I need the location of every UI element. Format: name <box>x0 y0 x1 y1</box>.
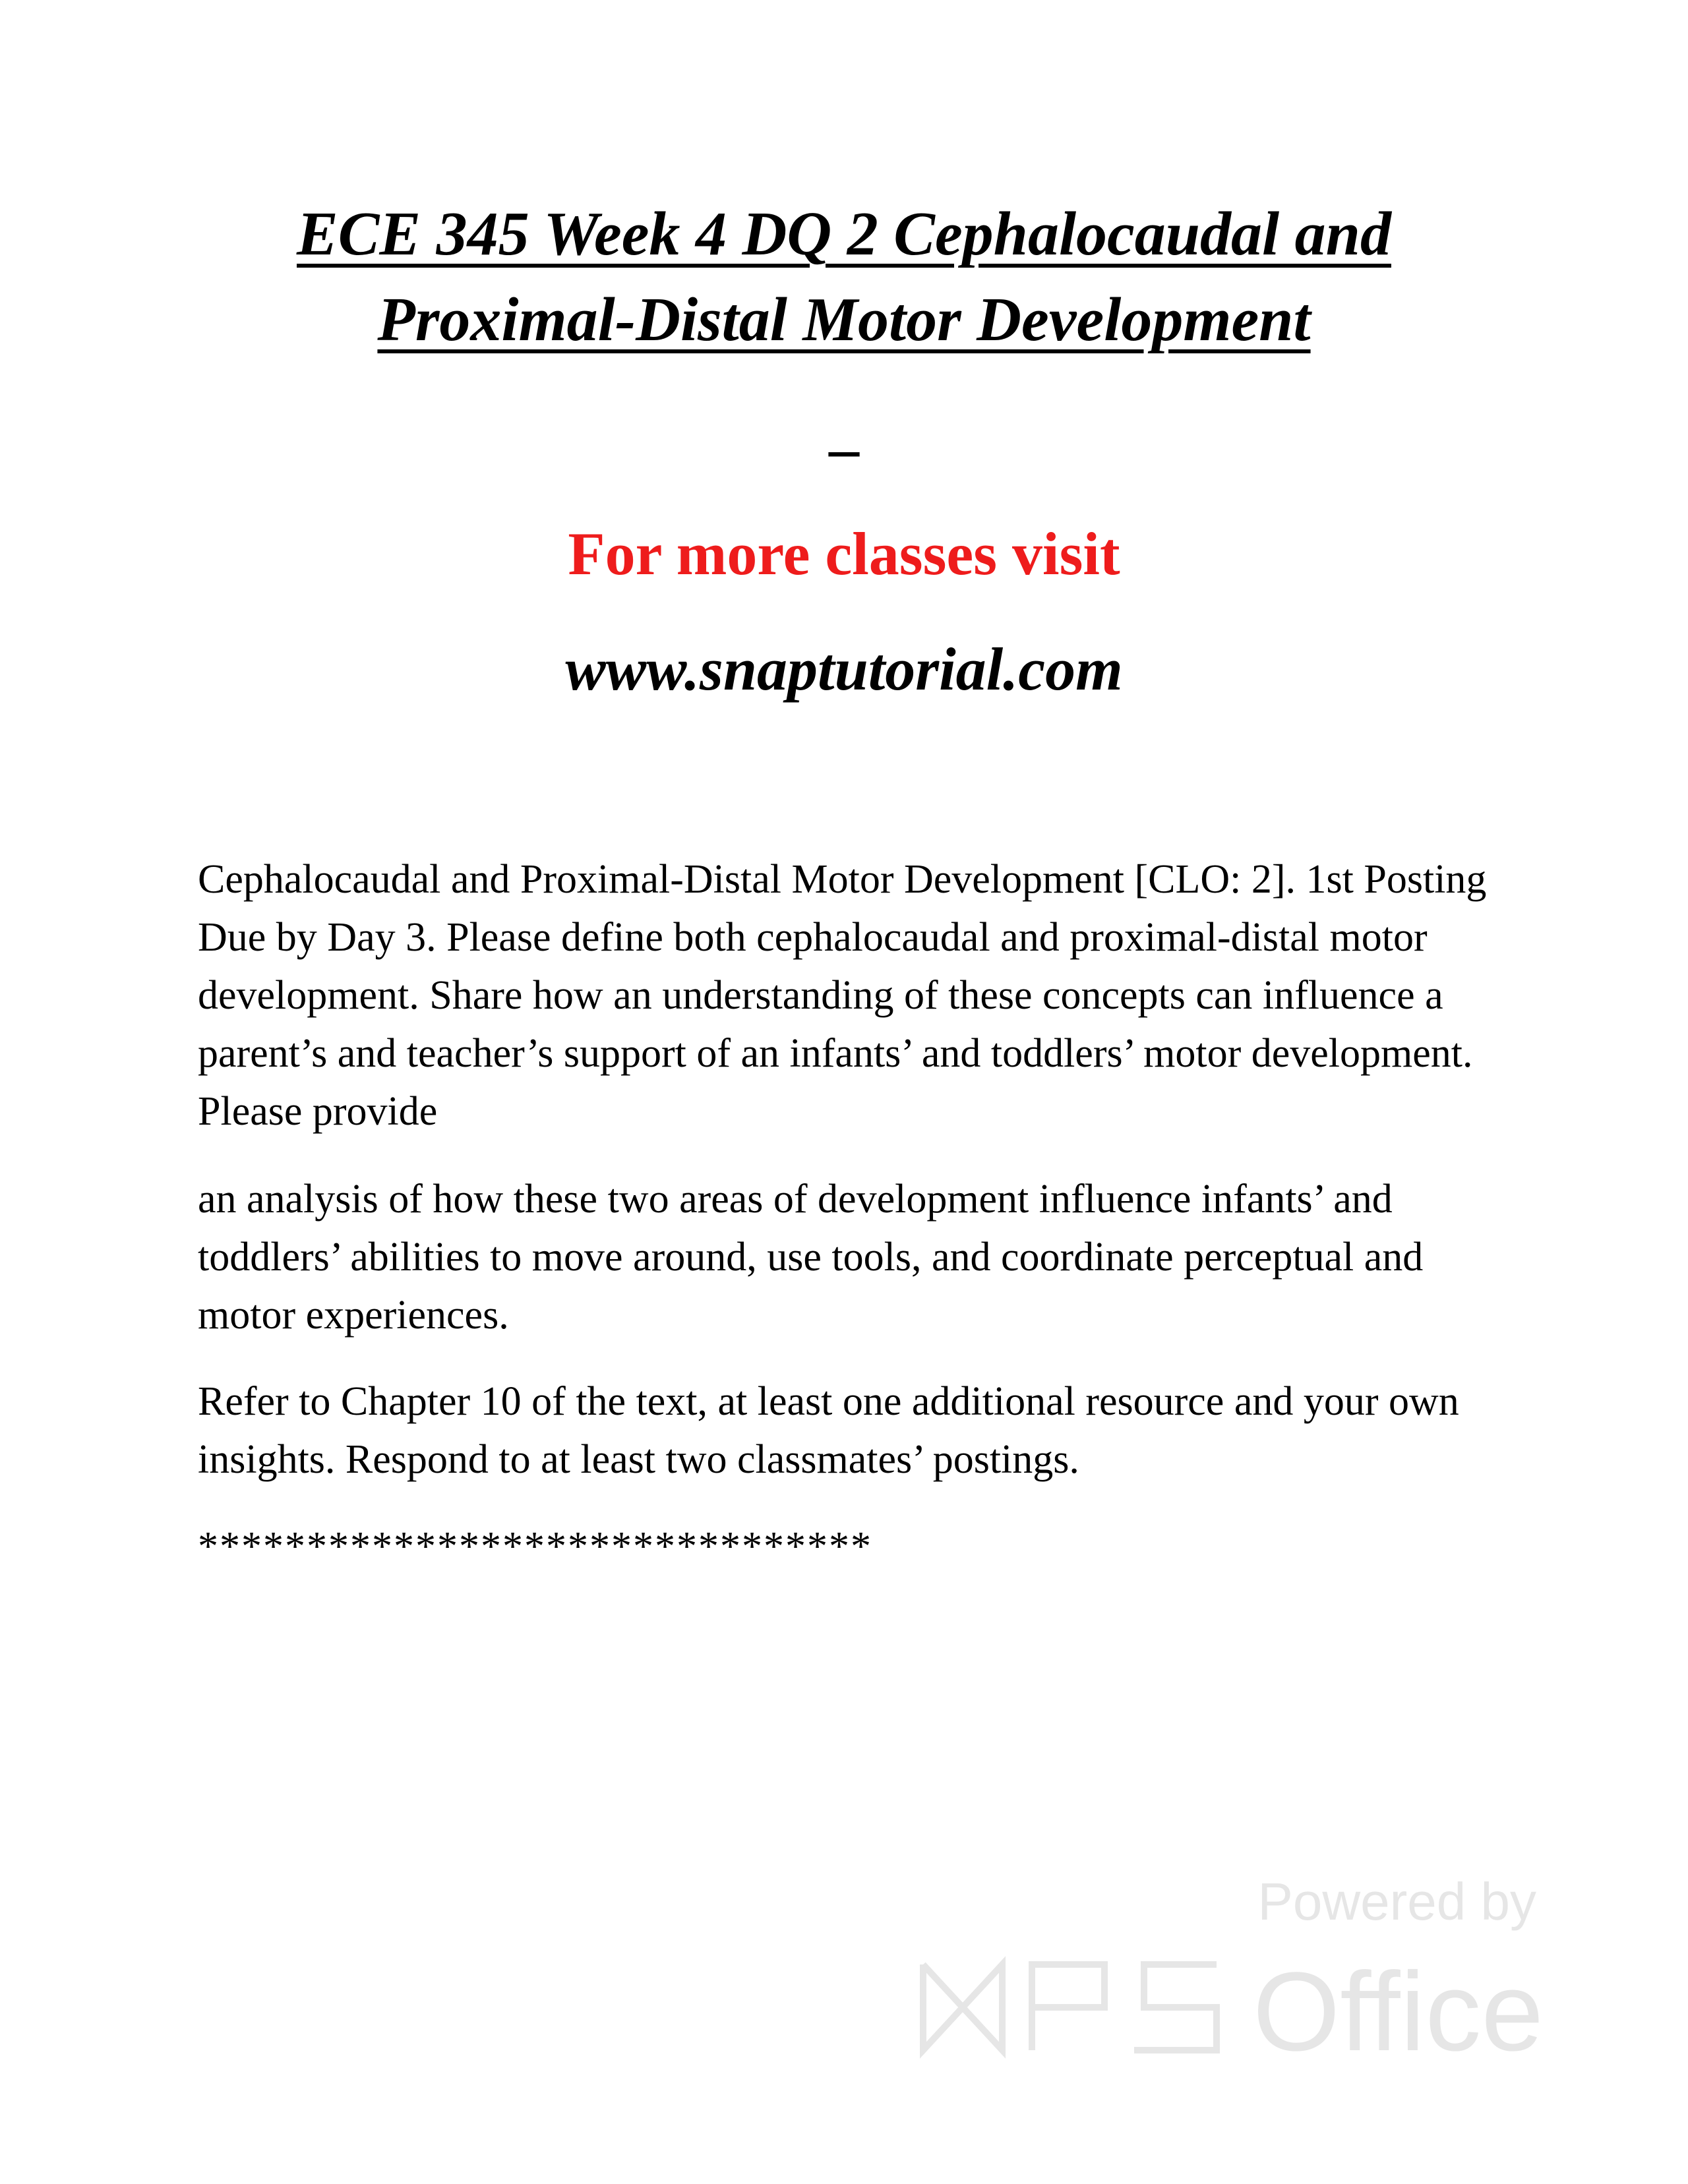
title-dash: – <box>829 415 859 482</box>
paragraph-3: Refer to Chapter 10 of the text, at least one additional resource and your own insights. Respond to at least two classmates’ postings. <box>198 1379 1459 1482</box>
document-title <box>0 191 1688 363</box>
svg-text:Office: Office <box>1253 1951 1544 2063</box>
title-line-1: ECE 345 Week 4 DQ 2 Cephalocaudal and <box>297 200 1391 268</box>
wps-office-logo-icon <box>917 1951 1550 2063</box>
title-line-2: Proximal-Distal Motor Development <box>377 285 1311 354</box>
promo-text: For more classes visit <box>568 520 1120 587</box>
watermark-powered-by: Powered by <box>1257 1872 1536 1931</box>
separator-stars: ******************************* <box>198 1524 872 1569</box>
paragraph-1: Cephalocaudal and Proximal-Distal Motor Development [CLO: 2]. 1st Posting Due by Day 3. Please define both cephalocaudal and proximal-distal motor development. Share how an understanding of these concepts can influence a parent’s and teacher’s support of an infants’ and toddlers’ motor development. Please provide <box>198 857 1487 1134</box>
paragraph-2: an analysis of how these two areas of development influence infants’ and toddlers’ abilities to move around, use tools, and coordinate perceptual and motor experiences. <box>198 1177 1424 1338</box>
site-link[interactable]: www.snaptutorial.com <box>565 635 1123 703</box>
wps-watermark <box>917 1872 1550 2070</box>
